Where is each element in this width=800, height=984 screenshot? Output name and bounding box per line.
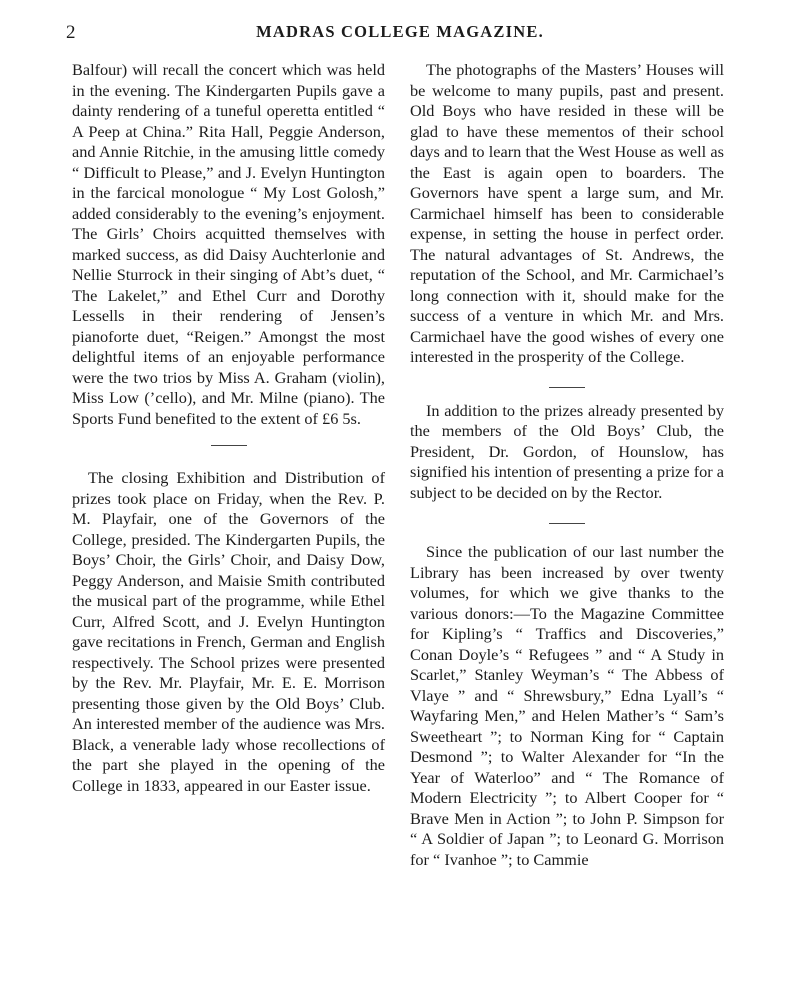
concert-paragraph: Balfour) will recall the concert which was held in the evening. The Kindergarten Pupils gave a dainty rendering of a tuneful operetta entitled “ A Peep at China.” Rita Hall, Peggie Anderson, and Annie Ritchie, in the amusing little comedy “ Difficult to Please,” and J. Evelyn Huntington in the farcical monologue “ My Lost Golosh,” added considerably to the evening’s enjoyment. The Girls’ Choirs acquitted themselves with marked success, as did Daisy Auchterlonie and Nellie Sturrock in their singing of Abt’s duet, “ The Lakelet,” and Ethel Curr and Dorothy Lessells in their rendering of Jensen’s pianoforte duet, “Reigen.” Amongst the most delightful items of an enjoyable performance were the two trios by Miss A. Graham (violin), Miss Low (’cello), and Mr. Milne (piano). The Sports Fund benefited to the extent of £6 5s. [72,60,385,428]
exhibition-paragraph: The closing Exhibition and Distribution of prizes took place on Friday, when the Rev. P. M. Playfair, one of the Governors of the College, presided. The Kindergarten Pupils, the Boys’ Choir, the Girls’ Choir, and Daisy Dow, Peggy Anderson, and Maisie Smith contributed the musical part of the programme, while Ethel Curr, Alfred Scott, and J. Evelyn Huntington gave recitations in French, German and English respectively. The School prizes were presented by the Rev. Mr. Playfair, Mr. E. E. Morrison presenting those given by the Old Boys’ Club. An interested member of the audience was Mrs. Black, a venerable lady whose recollections of the part she played in the opening of the College in 1833, appeared in our Easter issue. [72,468,385,795]
left-column [72,60,385,796]
right-column [410,60,724,870]
page-number: 2 [66,22,76,43]
library-paragraph: Since the publication of our last number the Library has been increased by over twenty volumes, for which we give thanks to the various donors:—To the Magazine Committee for Kipling’s “ Traffics and Discoveries,” Conan Doyle’s “ Refugees ” and “ A Study in Scarlet,” Stanley Weyman’s “ The Abbess of Vlaye ” and “ Shrewsbury,” Edna Lyall’s “ Wayfaring Men,” and Helen Mather’s “ Sam’s Sweetheart ”; to Norman King for “ Captain Desmond ”; to Walter Alexander for “In the Year of Waterloo” and “ The Romance of Modern Electricity ”; to Albert Cooper for “ Brave Men in Action ”; to John P. Simpson for “ A Soldier of Japan ”; to Leonard G. Morrison for “ Ivanhoe ”; to Cammie [410,542,724,869]
section-divider [549,387,585,388]
running-head: MADRAS COLLEGE MAGAZINE. [256,22,544,41]
masters-houses-paragraph: The photographs of the Masters’ Houses will be welcome to many pupils, past and present. Old Boys who have resided in these will be glad to have these mementos of their school days and to learn that the West House as well as the East is again open to boarders. The Governors have spent a large sum, and Mr. Carmichael himself has been to considerable expense, in setting the house in perfect order. The natural advantages of St. Andrews, the reputation of the School, and Mr. Carmichael’s long connection with it, should make for the success of a venture in which Mr. and Mrs. Carmichael have the good wishes of every one interested in the prosperity of the College. [410,60,724,366]
section-divider [211,445,247,446]
prizes-paragraph: In addition to the prizes already presented by the members of the Old Boys’ Club, the President, Dr. Gordon, of Hounslow, has signified his intention of presenting a prize for a subject to be decided on by the Rector. [410,400,724,502]
section-divider [549,523,585,524]
